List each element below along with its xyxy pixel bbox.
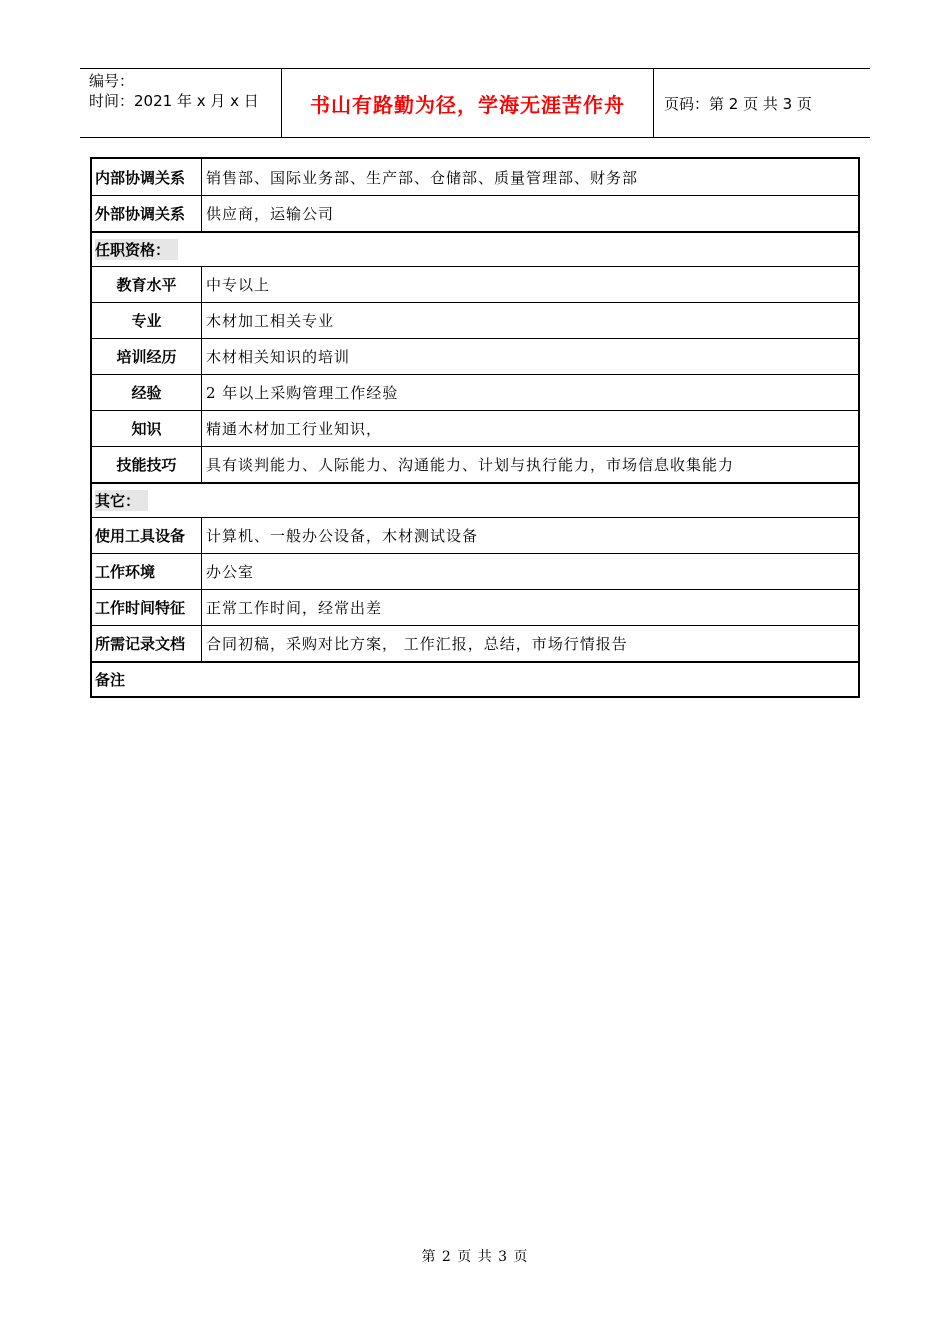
row-value: 销售部、国际业务部、生产部、仓储部、质量管理部、财务部	[206, 168, 639, 187]
table-row	[92, 625, 858, 661]
code-label: 编号：	[89, 72, 135, 90]
table-row	[92, 374, 858, 410]
table-row	[92, 302, 858, 338]
section-qualifications	[92, 231, 858, 266]
row-value: 办公室	[206, 563, 255, 581]
row-value: 正常工作时间，经常出差	[206, 599, 383, 617]
row-label: 工作时间特征	[92, 590, 202, 625]
row-value: 中专以上	[206, 276, 271, 294]
row-label: 工作环境	[92, 554, 202, 589]
header-motto	[282, 69, 654, 137]
row-label: 教育水平	[92, 267, 202, 302]
table-row	[92, 446, 858, 482]
time-label: 时间：2021 年 x 月 x 日	[89, 92, 259, 110]
row-value: 计算机、一般办公设备，木材测试设备	[206, 527, 479, 545]
section-title: 其它：	[95, 490, 148, 511]
row-label: 技能技巧	[92, 447, 202, 482]
table-row	[92, 517, 858, 553]
row-value: 合同初稿，采购对比方案， 工作汇报，总结，市场行情报告	[206, 635, 628, 653]
table-row	[92, 266, 858, 302]
motto-text: 书山有路勤为径，学海无涯苦作舟	[310, 92, 625, 117]
section-notes	[92, 661, 858, 696]
row-value: 精通木材加工行业知识，	[206, 420, 383, 438]
page-info-text: 页码：第 2 页 共 3 页	[664, 94, 812, 113]
row-label: 专业	[92, 303, 202, 338]
table-row	[92, 195, 858, 231]
page-footer: 第 2 页 共 3 页	[421, 1249, 529, 1265]
table-row	[92, 410, 858, 446]
row-value: 具有谈判能力、人际能力、沟通能力、计划与执行能力，市场信息收集能力	[206, 456, 735, 474]
table-row	[92, 553, 858, 589]
table-row	[92, 589, 858, 625]
section-other	[92, 482, 858, 517]
header-meta	[80, 69, 282, 137]
section-title: 任职资格：	[95, 239, 178, 260]
table-row	[92, 159, 858, 195]
row-label: 知识	[92, 411, 202, 446]
row-label: 内部协调关系	[92, 159, 202, 195]
row-label: 培训经历	[92, 339, 202, 374]
row-label: 所需记录文档	[92, 626, 202, 661]
table-row	[92, 338, 858, 374]
row-label: 外部协调关系	[92, 196, 202, 231]
header-page-info	[654, 69, 870, 137]
row-value: 2 年以上采购管理工作经验	[206, 384, 399, 402]
row-label: 使用工具设备	[92, 518, 202, 553]
section-title: 备注	[95, 671, 126, 689]
row-label: 经验	[92, 375, 202, 410]
row-value: 供应商，运输公司	[206, 205, 335, 223]
page-header	[80, 68, 870, 138]
row-value: 木材加工相关专业	[206, 312, 335, 330]
job-description-table	[90, 157, 860, 698]
row-value: 木材相关知识的培训	[206, 348, 351, 366]
